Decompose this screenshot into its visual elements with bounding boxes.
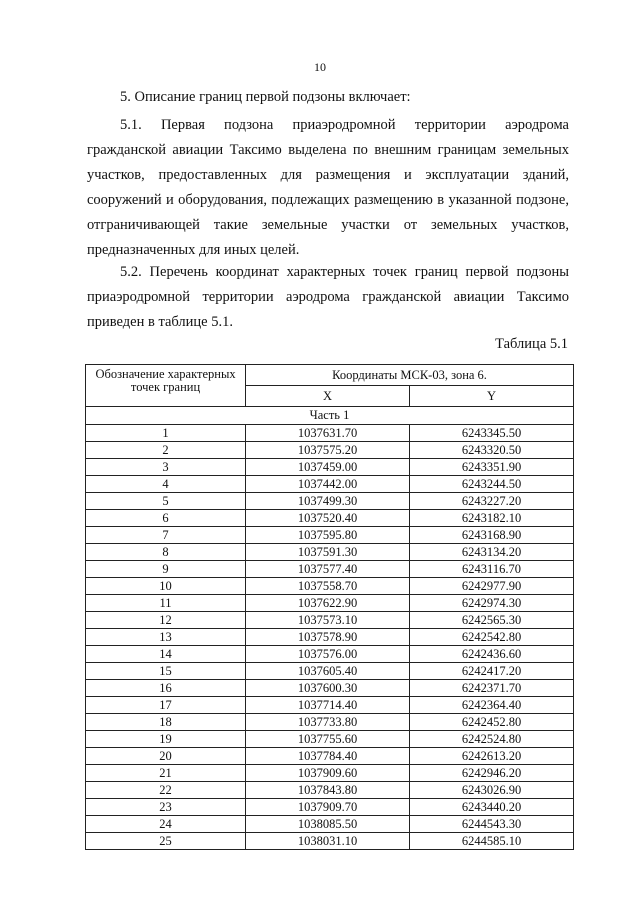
point-number-cell: 14 xyxy=(86,646,246,663)
point-number-cell: 2 xyxy=(86,442,246,459)
y-coordinate-cell: 6243182.10 xyxy=(410,510,574,527)
y-coordinate-cell: 6242452.80 xyxy=(410,714,574,731)
header-coordinates: Координаты МСК-03, зона 6. xyxy=(246,365,574,386)
point-number-cell: 17 xyxy=(86,697,246,714)
table-row xyxy=(86,578,574,595)
point-number-cell: 25 xyxy=(86,833,246,850)
x-coordinate-cell: 1037595.80 xyxy=(246,527,410,544)
point-number-cell: 15 xyxy=(86,663,246,680)
y-coordinate-cell: 6244585.10 xyxy=(410,833,574,850)
y-coordinate-cell: 6242364.40 xyxy=(410,697,574,714)
table-row xyxy=(86,527,574,544)
x-coordinate-cell: 1037591.30 xyxy=(246,544,410,561)
y-coordinate-cell: 6242371.70 xyxy=(410,680,574,697)
point-number-cell: 13 xyxy=(86,629,246,646)
table-row xyxy=(86,442,574,459)
point-number-cell: 3 xyxy=(86,459,246,476)
table-row xyxy=(86,714,574,731)
table-row xyxy=(86,629,574,646)
table-caption: Таблица 5.1 xyxy=(495,336,568,352)
point-number-cell: 7 xyxy=(86,527,246,544)
x-coordinate-cell: 1037558.70 xyxy=(246,578,410,595)
table-row xyxy=(86,782,574,799)
point-number-cell: 1 xyxy=(86,425,246,442)
y-coordinate-cell: 6243168.90 xyxy=(410,527,574,544)
table-row xyxy=(86,612,574,629)
table-row xyxy=(86,459,574,476)
x-coordinate-cell: 1037520.40 xyxy=(246,510,410,527)
coordinates-table xyxy=(85,364,574,850)
table-row xyxy=(86,680,574,697)
header-designation: Обозначение характерных точек границ xyxy=(86,365,246,407)
x-coordinate-cell: 1037576.00 xyxy=(246,646,410,663)
point-number-cell: 5 xyxy=(86,493,246,510)
page-number: 10 xyxy=(314,60,326,74)
y-coordinate-cell: 6243351.90 xyxy=(410,459,574,476)
y-coordinate-cell: 6242417.20 xyxy=(410,663,574,680)
paragraph-5-1: 5.1. Первая подзона приаэродромной территории аэродрома гражданской авиации Таксимо выделена по внешним границам земельных участков, предоставленных для размещения и эксплуатации зданий, сооружений и оборудования, подлежащих размещению в указанной подзоне, отграничивающей такие земельные участки от земельных участков, предназначенных для иных целей. xyxy=(87,117,569,258)
table-row xyxy=(86,799,574,816)
y-coordinate-cell: 6242946.20 xyxy=(410,765,574,782)
x-coordinate-cell: 1037605.40 xyxy=(246,663,410,680)
point-number-cell: 24 xyxy=(86,816,246,833)
x-coordinate-cell: 1037575.20 xyxy=(246,442,410,459)
y-coordinate-cell: 6243227.20 xyxy=(410,493,574,510)
y-coordinate-cell: 6243440.20 xyxy=(410,799,574,816)
x-coordinate-cell: 1038085.50 xyxy=(246,816,410,833)
table-row xyxy=(86,595,574,612)
point-number-cell: 20 xyxy=(86,748,246,765)
x-coordinate-cell: 1037843.80 xyxy=(246,782,410,799)
header-x: X xyxy=(246,386,410,407)
point-number-cell: 16 xyxy=(86,680,246,697)
table-row xyxy=(86,561,574,578)
y-coordinate-cell: 6243116.70 xyxy=(410,561,574,578)
table-row xyxy=(86,510,574,527)
x-coordinate-cell: 1037577.40 xyxy=(246,561,410,578)
point-number-cell: 10 xyxy=(86,578,246,595)
x-coordinate-cell: 1037622.90 xyxy=(246,595,410,612)
table-row xyxy=(86,731,574,748)
x-coordinate-cell: 1037755.60 xyxy=(246,731,410,748)
y-coordinate-cell: 6243320.50 xyxy=(410,442,574,459)
point-number-cell: 19 xyxy=(86,731,246,748)
point-number-cell: 23 xyxy=(86,799,246,816)
table-row xyxy=(86,816,574,833)
y-coordinate-cell: 6243244.50 xyxy=(410,476,574,493)
y-coordinate-cell: 6242977.90 xyxy=(410,578,574,595)
y-coordinate-cell: 6242524.80 xyxy=(410,731,574,748)
point-number-cell: 21 xyxy=(86,765,246,782)
point-number-cell: 4 xyxy=(86,476,246,493)
y-coordinate-cell: 6243134.20 xyxy=(410,544,574,561)
table-row xyxy=(86,544,574,561)
table-row xyxy=(86,663,574,680)
table-row xyxy=(86,425,574,442)
table-row xyxy=(86,748,574,765)
x-coordinate-cell: 1037784.40 xyxy=(246,748,410,765)
x-coordinate-cell: 1037909.60 xyxy=(246,765,410,782)
y-coordinate-cell: 6243026.90 xyxy=(410,782,574,799)
point-number-cell: 12 xyxy=(86,612,246,629)
part-label: Часть 1 xyxy=(86,407,574,425)
point-number-cell: 9 xyxy=(86,561,246,578)
point-number-cell: 22 xyxy=(86,782,246,799)
x-coordinate-cell: 1037573.10 xyxy=(246,612,410,629)
table-row xyxy=(86,493,574,510)
x-coordinate-cell: 1037714.40 xyxy=(246,697,410,714)
x-coordinate-cell: 1037459.00 xyxy=(246,459,410,476)
paragraph-5-2: 5.2. Перечень координат характерных точек границ первой подзоны приаэродромной территории аэродрома гражданской авиации Таксимо приведен в таблице 5.1. xyxy=(87,264,569,330)
header-y: Y xyxy=(410,386,574,407)
point-number-cell: 18 xyxy=(86,714,246,731)
table-row xyxy=(86,833,574,850)
y-coordinate-cell: 6243345.50 xyxy=(410,425,574,442)
y-coordinate-cell: 6242542.80 xyxy=(410,629,574,646)
y-coordinate-cell: 6242974.30 xyxy=(410,595,574,612)
x-coordinate-cell: 1037499.30 xyxy=(246,493,410,510)
table-row xyxy=(86,697,574,714)
y-coordinate-cell: 6242613.20 xyxy=(410,748,574,765)
x-coordinate-cell: 1038031.10 xyxy=(246,833,410,850)
table-row xyxy=(86,476,574,493)
y-coordinate-cell: 6242436.60 xyxy=(410,646,574,663)
point-number-cell: 8 xyxy=(86,544,246,561)
x-coordinate-cell: 1037733.80 xyxy=(246,714,410,731)
y-coordinate-cell: 6244543.30 xyxy=(410,816,574,833)
table-row xyxy=(86,646,574,663)
x-coordinate-cell: 1037631.70 xyxy=(246,425,410,442)
x-coordinate-cell: 1037578.90 xyxy=(246,629,410,646)
section-heading: 5. Описание границ первой подзоны включает: xyxy=(120,89,411,105)
x-coordinate-cell: 1037600.30 xyxy=(246,680,410,697)
point-number-cell: 11 xyxy=(86,595,246,612)
x-coordinate-cell: 1037909.70 xyxy=(246,799,410,816)
y-coordinate-cell: 6242565.30 xyxy=(410,612,574,629)
x-coordinate-cell: 1037442.00 xyxy=(246,476,410,493)
point-number-cell: 6 xyxy=(86,510,246,527)
table-row xyxy=(86,765,574,782)
